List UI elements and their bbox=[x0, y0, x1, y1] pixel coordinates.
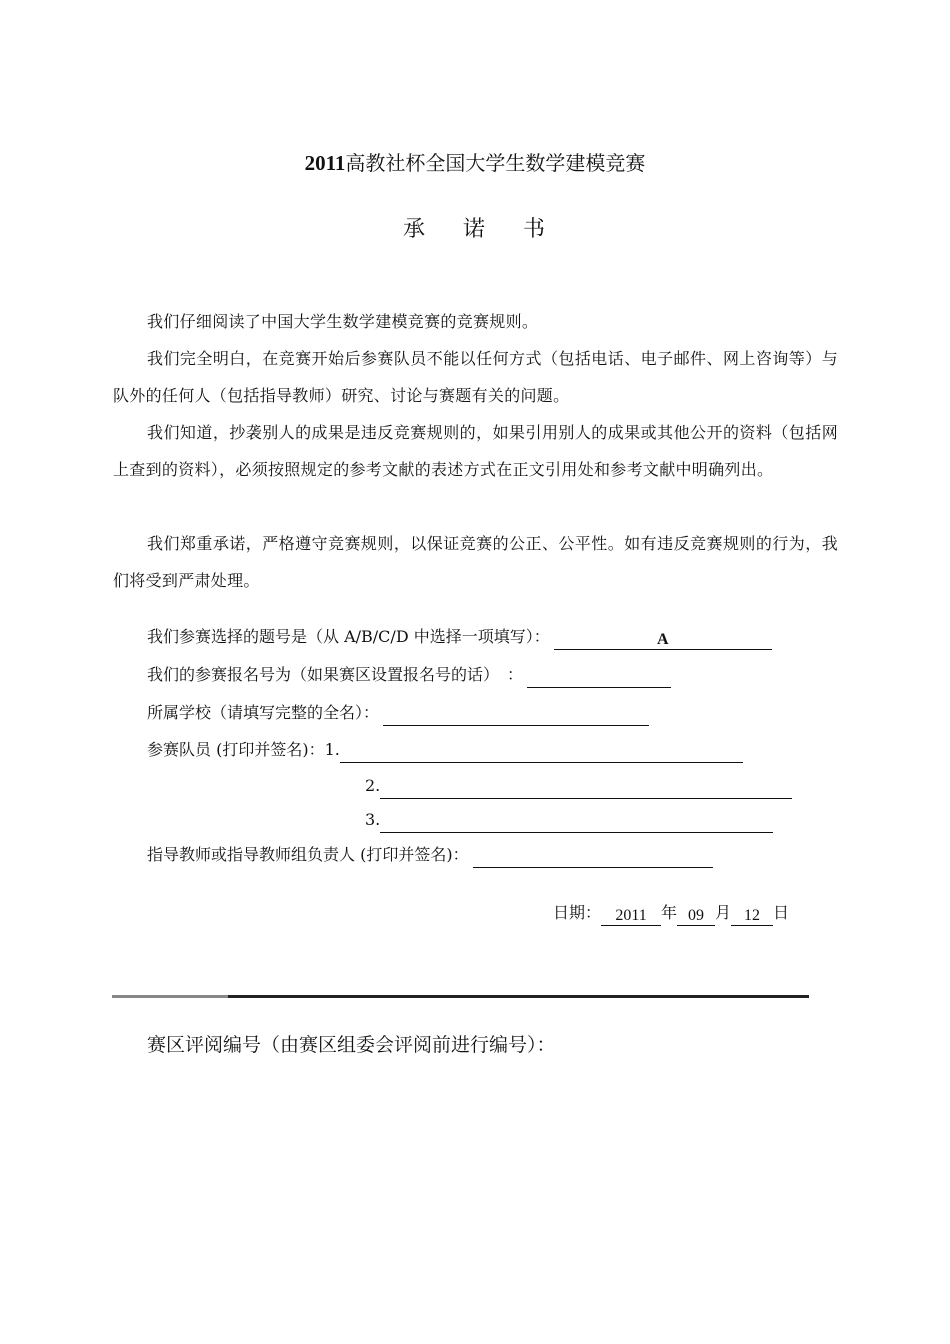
problem-row bbox=[147, 624, 772, 650]
school-row bbox=[147, 700, 649, 726]
member-field-3[interactable] bbox=[380, 810, 773, 833]
date-year-unit: 年 bbox=[661, 903, 678, 922]
registration-field[interactable] bbox=[527, 665, 671, 688]
page-title bbox=[0, 147, 950, 176]
title-year: 2011 bbox=[304, 151, 346, 175]
paragraph-4: 我们郑重承诺，严格遵守竞赛规则，以保证竞赛的公正、公平性。如有违反竞赛规则的行为，我们将受到严肃处理。 bbox=[113, 534, 838, 590]
advisor-field[interactable] bbox=[473, 845, 713, 868]
date-month-unit: 月 bbox=[715, 903, 732, 922]
review-number-label: 赛区评阅编号（由赛区组委会评阅前进行编号）： bbox=[147, 1034, 556, 1056]
member-field-2[interactable] bbox=[380, 776, 792, 799]
registration-row bbox=[147, 662, 671, 688]
registration-label: 我们的参赛报名号为（如果赛区设置报名号的话） ： bbox=[147, 665, 524, 684]
advisor-row bbox=[147, 842, 713, 868]
member-row-3 bbox=[365, 807, 773, 833]
problem-field[interactable]: A bbox=[554, 627, 772, 650]
title-text: 高教社杯全国大学生数学建模竞赛 bbox=[345, 151, 646, 175]
date-month-field[interactable]: 09 bbox=[677, 903, 715, 926]
school-label: 所属学校（请填写完整的全名）： bbox=[147, 703, 380, 722]
member-number-1: 1. bbox=[324, 740, 340, 759]
member-row-2 bbox=[365, 773, 792, 799]
member-number-2: 2. bbox=[365, 776, 381, 795]
subtitle-char-1: 承 bbox=[402, 217, 427, 242]
date-day-field[interactable]: 12 bbox=[731, 903, 773, 926]
member-number-3: 3. bbox=[365, 810, 381, 829]
paragraph-1: 我们仔细阅读了中国大学生数学建模竞赛的竞赛规则。 bbox=[147, 312, 539, 331]
paragraph-2: 我们完全明白，在竞赛开始后参赛队员不能以任何方式（包括电话、电子邮件、网上咨询等）与队外的任何人（包括指导教师）研究、讨论与赛题有关的问题。 bbox=[113, 349, 838, 405]
subtitle-char-3: 书 bbox=[523, 217, 548, 242]
problem-label: 我们参赛选择的题号是（从 A/B/C/D 中选择一项填写）： bbox=[147, 627, 550, 646]
date-year-field[interactable]: 2011 bbox=[601, 903, 661, 926]
school-field[interactable] bbox=[383, 703, 649, 726]
subtitle bbox=[0, 212, 950, 243]
date-label: 日期： bbox=[553, 903, 602, 922]
subtitle-char-2: 诺 bbox=[462, 217, 487, 242]
advisor-label: 指导教师或指导教师组负责人 (打印并签名)： bbox=[147, 845, 469, 864]
divider-dark bbox=[228, 995, 809, 998]
members-label: 参赛队员 (打印并签名)： bbox=[147, 740, 325, 759]
date-day-unit: 日 bbox=[773, 903, 790, 922]
date-row bbox=[553, 900, 789, 926]
paragraph-3: 我们知道，抄袭别人的成果是违反竞赛规则的，如果引用别人的成果或其他公开的资料（包括网上查到的资料），必须按照规定的参考文献的表述方式在正文引用处和参考文献中明确列出。 bbox=[113, 423, 838, 479]
member-field-1[interactable] bbox=[340, 740, 743, 763]
divider-light bbox=[112, 995, 230, 998]
member-row-1 bbox=[147, 737, 743, 763]
